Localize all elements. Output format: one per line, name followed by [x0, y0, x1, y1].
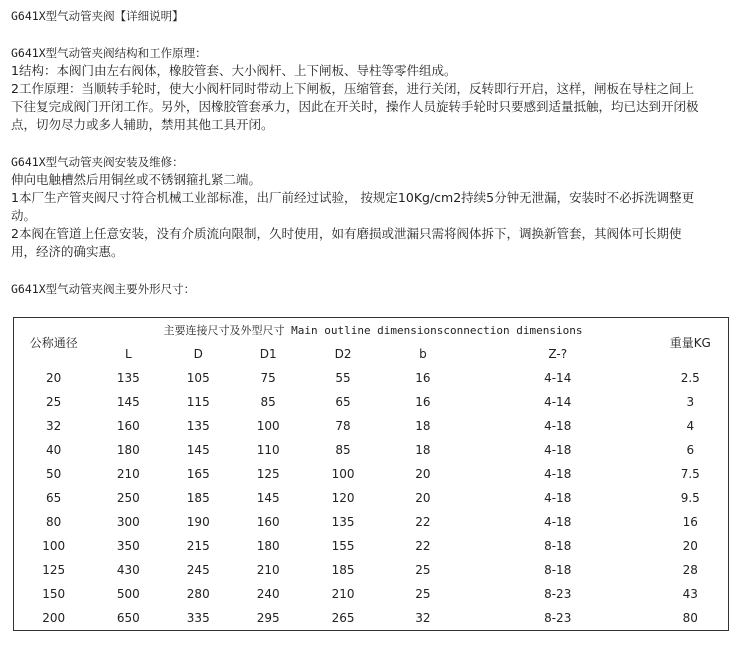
table-cell: 32 [415, 611, 431, 625]
page-title: G641X型气动管夹阀【详细说明】 [11, 9, 184, 23]
table-cell: 650 [116, 611, 140, 625]
table-cell: 335 [186, 611, 210, 625]
table-cell: 9.5 [680, 491, 700, 505]
table-cell: 65 [46, 491, 62, 505]
subheader-cell: D2 [334, 347, 352, 361]
principle-line-1: 2工作原理：当顺转手轮时，使大小阀杆同时带动上下闸板，压缩管套，进行关闭，反转即行开启，这样，闸板在导柱之间上 [11, 81, 694, 96]
table-cell: 120 [331, 491, 355, 505]
header-nominal-diameter: 公称通径 [29, 335, 78, 350]
table-cell: 8-23 [544, 611, 572, 625]
table-cell: 110 [256, 443, 280, 457]
table-cell: 28 [682, 563, 698, 577]
table-row [14, 414, 729, 438]
table-cell: 135 [331, 515, 355, 529]
header-weight: 重量KG [669, 335, 711, 350]
table-cell: 155 [331, 539, 355, 553]
table-cell: 430 [116, 563, 140, 577]
table-row [14, 390, 729, 414]
table-cell: 100 [256, 419, 280, 433]
table-cell: 265 [331, 611, 355, 625]
table-cell: 20 [682, 539, 698, 553]
table-cell: 6 [686, 443, 695, 457]
table-cell: 16 [682, 515, 698, 529]
table-row [14, 534, 729, 558]
install-heading: G641X型气动管夹阀安装及维修： [11, 155, 184, 169]
table-cell: 85 [260, 395, 276, 409]
table-cell: 240 [256, 587, 280, 601]
table-cell: 8-23 [544, 587, 572, 601]
table-cell: 4-18 [544, 491, 572, 505]
structure-paragraph: 1结构：本阀门由左右阀体，橡胶管套、大小阀杆、上下闸板、导柱等零件组成。 [11, 63, 457, 78]
table-row [14, 462, 729, 486]
table-cell: 295 [256, 611, 280, 625]
table-cell: 135 [186, 419, 210, 433]
table-cell: 25 [46, 395, 62, 409]
subheader-cell: L [125, 347, 132, 361]
subheader-cell: b [419, 347, 427, 361]
table-cell: 150 [42, 587, 66, 601]
table-cell: 105 [186, 371, 210, 385]
table-cell: 25 [415, 587, 431, 601]
table-cell: 160 [116, 419, 140, 433]
subheader-cell: D1 [259, 347, 277, 361]
install-paragraph-0: 伸向电触槽然后用铜丝或不锈钢箍扎紧二端。 [11, 172, 262, 187]
table-cell: 210 [256, 563, 280, 577]
table-cell: 22 [415, 539, 431, 553]
subheader-row [14, 342, 729, 366]
install-paragraph-1a: 1本厂生产管夹阀尺寸符合机械工业部标准，出厂前经过试验， 按规定10Kg/cm2持续5分钟无泄漏，安装时不必拆洗调整更 [11, 190, 695, 205]
principle-line-3: 点，切勿尽力或多人辅助，禁用其他工具开闭。 [11, 117, 274, 132]
table-cell: 20 [46, 371, 62, 385]
table-cell: 100 [42, 539, 66, 553]
table-cell: 145 [116, 395, 140, 409]
table-cell: 115 [186, 395, 210, 409]
table-cell: 3 [686, 395, 695, 409]
table-cell: 210 [331, 587, 355, 601]
table-cell: 280 [186, 587, 210, 601]
subheader-cell: Z-? [548, 347, 568, 361]
subheader-cell: D [193, 347, 203, 361]
table-cell: 160 [256, 515, 280, 529]
table-cell: 20 [415, 491, 431, 505]
install-paragraph-1b: 动。 [11, 208, 37, 223]
table-cell: 4 [686, 419, 695, 433]
table-cell: 4-18 [544, 443, 572, 457]
table-cell: 4-18 [544, 419, 572, 433]
table-cell: 135 [116, 371, 140, 385]
table-cell: 8-18 [544, 539, 572, 553]
table-row [14, 366, 729, 390]
table-cell: 78 [335, 419, 351, 433]
table-cell: 8-18 [544, 563, 572, 577]
table-cell: 18 [415, 419, 431, 433]
table-cell: 190 [186, 515, 210, 529]
table-row [14, 486, 729, 510]
table-cell: 200 [42, 611, 66, 625]
table-cell: 245 [186, 563, 210, 577]
table-row [14, 558, 729, 582]
structure-heading: G641X型气动管夹阀结构和工作原理： [11, 46, 207, 60]
table-cell: 22 [415, 515, 431, 529]
table-cell: 16 [415, 395, 431, 409]
install-paragraph-2b: 用，经济的确实惠。 [11, 244, 124, 259]
table-cell: 25 [415, 563, 431, 577]
table-cell: 80 [46, 515, 62, 529]
table-cell: 4-18 [544, 467, 572, 481]
dimensions-heading: G641X型气动管夹阀主要外形尺寸： [11, 282, 196, 296]
table-cell: 125 [42, 563, 66, 577]
table-cell: 2.5 [680, 371, 700, 385]
table-cell: 20 [415, 467, 431, 481]
table-cell: 100 [331, 467, 355, 481]
table-cell: 32 [46, 419, 62, 433]
table-row [14, 510, 729, 534]
dimensions-table [13, 317, 729, 631]
table-row [14, 582, 729, 606]
table-cell: 180 [116, 443, 140, 457]
table-cell: 75 [260, 371, 276, 385]
table-cell: 7.5 [680, 467, 700, 481]
table-cell: 40 [46, 443, 62, 457]
table-cell: 210 [116, 467, 140, 481]
table-cell: 215 [186, 539, 210, 553]
table-cell: 43 [682, 587, 698, 601]
table-cell: 500 [116, 587, 140, 601]
table-cell: 4-14 [544, 371, 572, 385]
table-cell: 145 [256, 491, 280, 505]
table-cell: 50 [46, 467, 62, 481]
table-body [14, 366, 729, 631]
table-cell: 80 [682, 611, 698, 625]
table-cell: 16 [415, 371, 431, 385]
table-cell: 4-18 [544, 515, 572, 529]
table-cell: 125 [256, 467, 280, 481]
header-main-dimensions: 主要连接尺寸及外型尺寸 Main outline dimensionsconnection dimensions [163, 324, 583, 337]
table-cell: 180 [256, 539, 280, 553]
table-cell: 145 [186, 443, 210, 457]
table-cell: 250 [116, 491, 140, 505]
table-cell: 65 [335, 395, 351, 409]
table-cell: 300 [116, 515, 140, 529]
table-cell: 350 [116, 539, 140, 553]
table-row [14, 438, 729, 462]
table-cell: 55 [335, 371, 351, 385]
table-cell: 18 [415, 443, 431, 457]
table-cell: 165 [186, 467, 210, 481]
table-cell: 4-14 [544, 395, 572, 409]
table-cell: 85 [335, 443, 351, 457]
install-paragraph-2a: 2本阀在管道上任意安装，没有介质流向限制，久时使用，如有磨损或泄漏只需将阀体拆下，调换新管套，其阀体可长期使 [11, 226, 682, 241]
table-cell: 185 [186, 491, 210, 505]
principle-line-2: 下往复完成阀门开闭工作。另外，因橡胶管套承力，因此在开关时，操作人员旋转手轮时只要感到适量抵触，均已达到开闭极 [11, 99, 699, 114]
table-row [14, 606, 729, 631]
table-cell: 185 [331, 563, 355, 577]
